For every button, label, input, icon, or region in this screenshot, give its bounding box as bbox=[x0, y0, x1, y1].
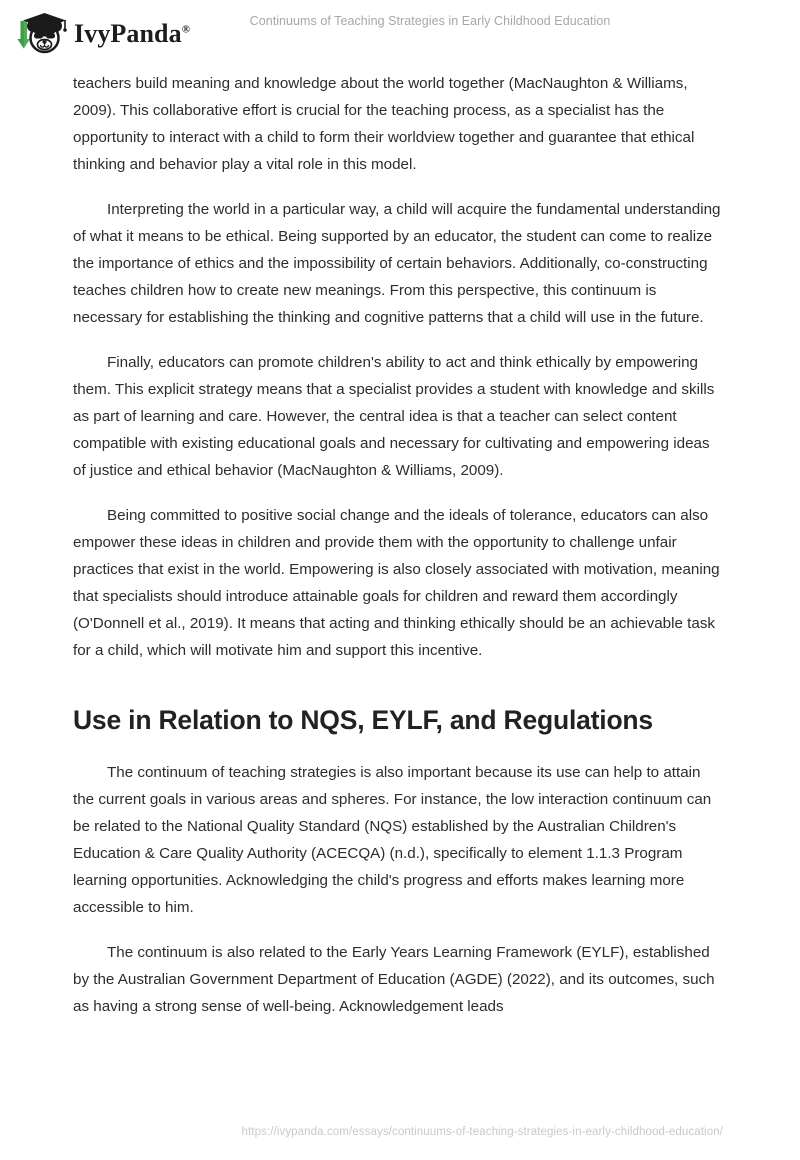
body-paragraph: Being committed to positive social change and the ideals of tolerance, educators can also empower these ideas in children and provide them with the opportunity to challenge unfair practices that exist in the world. Empowering is also closely associated with motivation, meaning that specialists should introduce attainable goals for children and reward them accordingly (O'Donnell et al., 2019). It means that acting and thinking ethically should be an achievable task for a child, which will motivate him and support this incentive. bbox=[73, 507, 720, 659]
document-running-title: Continuums of Teaching Strategies in Early Childhood Education bbox=[249, 14, 611, 28]
section-heading: Use in Relation to NQS, EYLF, and Regulations bbox=[73, 705, 653, 735]
registered-trademark-icon: ® bbox=[181, 23, 191, 36]
source-url-link[interactable]: https://ivypanda.com/essays/continuums-of-teaching-strategies-in-early-childhood-education/ bbox=[241, 1126, 723, 1138]
brand-name-text: IvyPanda bbox=[74, 19, 182, 48]
body-paragraph: The continuum is also related to the Early Years Learning Framework (EYLF), established by the Australian Government Department of Education (AGDE) (2022), and its outcomes, such as having a strong sense of well-being. Acknowledgement leads bbox=[73, 944, 715, 1015]
page-footer bbox=[0, 1126, 800, 1138]
body-paragraph: Finally, educators can promote children's ability to act and think ethically by empowering them. This explicit strategy means that a specialist provides a student with knowledge and skills as part of learning and care. However, the central idea is that a teacher can select content compatible with existing educational goals and necessary for cultivating and empowering ideas of justice and ethical behavior (MacNaughton & Williams, 2009). bbox=[73, 354, 715, 479]
body-paragraph: Interpreting the world in a particular way, a child will acquire the fundamental understanding of what it means to be ethical. Being supported by an educator, the student can come to realize the importance of ethics and the impossibility of certain behaviors. Additionally, co-constructing teaches children how to create new meanings. From this perspective, this continuum is necessary for establishing the thinking and cognitive patterns that a child will use in the future. bbox=[73, 201, 721, 326]
body-paragraph: The continuum of teaching strategies is also important because its use can help to attain the current goals in various areas and spheres. For instance, the low interaction continuum can be related to the National Quality Standard (NQS) established by the Australian Children's Education & Care Quality Authority (ACECQA) (n.d.), specifically to element 1.1.3 Program learning opportunities. Acknowledging the child's progress and efforts makes learning more accessible to him. bbox=[73, 764, 712, 916]
document-body bbox=[73, 70, 724, 1020]
page-header bbox=[0, 0, 800, 62]
body-paragraph: teachers build meaning and knowledge about the world together (MacNaughton & Williams, 2009). This collaborative effort is crucial for the teaching process, as a specialist has the opportunity to interact with a child to form their worldview together and guarantee that ethical thinking and behavior play a vital role in this model. bbox=[73, 75, 695, 173]
